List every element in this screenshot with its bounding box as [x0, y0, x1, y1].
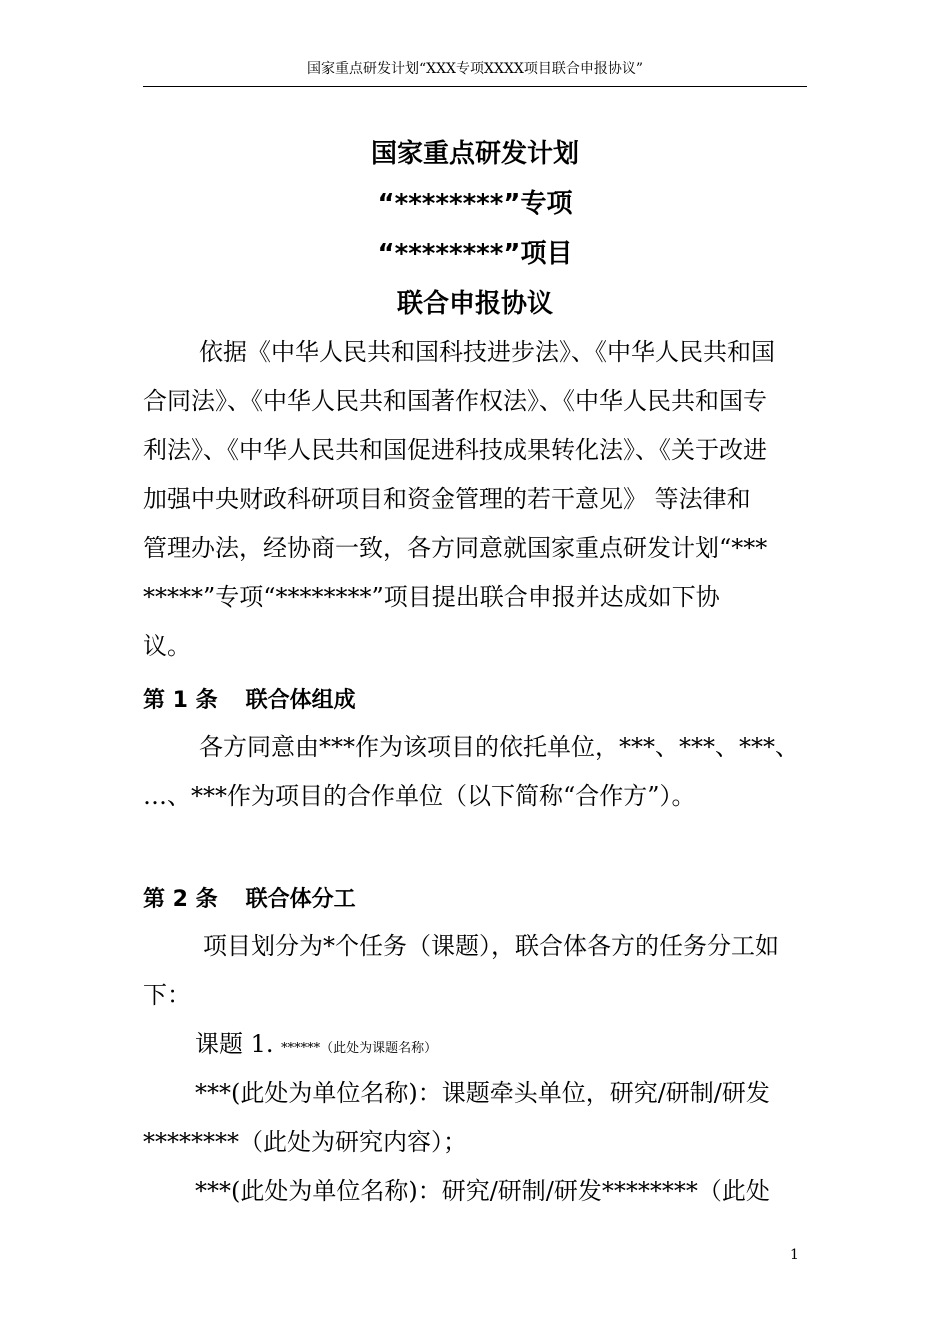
article-1-title: 联合体组成 [245, 688, 356, 713]
unit-line: ***(此处为单位名称)：研究/研制/研发********（此处 [195, 1177, 770, 1205]
article-1-number: 第 1 条 [143, 688, 218, 713]
intro-line: 管理办法，经协商一致，各方同意就国家重点研发计划“*** [143, 534, 768, 562]
intro-line: 利法》、《中华人民共和国促进科技成果转化法》、《关于改进 [143, 436, 767, 464]
article-1-body [143, 723, 807, 821]
intro-line: 合同法》、《中华人民共和国著作权法》、《中华人民共和国专 [143, 387, 767, 415]
article-2-number: 第 2 条 [143, 887, 218, 912]
title-line-4: 联合申报协议 [396, 289, 553, 319]
article-2-line: 下： [143, 981, 191, 1009]
article-2-heading [143, 882, 807, 913]
intro-line: 加强中央财政科研项目和资金管理的若干意见》 等法律和 [143, 485, 751, 513]
article-2-line: 项目划分为*个任务（课题），联合体各方的任务分工如 [203, 932, 779, 960]
page-number: 1 [790, 1247, 799, 1263]
title-line-3: “********”项目 [377, 239, 573, 269]
task-note: ******（此处为课题名称） [281, 1041, 438, 1056]
article-2-body [143, 922, 807, 1216]
intro-line: 议。 [143, 632, 191, 660]
intro-paragraph [143, 328, 807, 671]
task-line [143, 1020, 807, 1069]
title-line-2: “********”专项 [377, 189, 573, 219]
unit-line: ***(此处为单位名称)：课题牵头单位，研究/研制/研发 [195, 1079, 770, 1107]
article-2-title: 联合体分工 [245, 887, 356, 912]
task-label: 课题 1. [195, 1030, 274, 1058]
article-1-heading [143, 683, 807, 714]
article-1-line: …、***作为项目的合作单位（以下简称“合作方”）。 [143, 782, 696, 810]
unit-line: ********（此处为研究内容）； [143, 1128, 467, 1156]
article-1-line: 各方同意由***作为该项目的依托单位，***、***、***、 [199, 733, 799, 761]
title-line-1: 国家重点研发计划 [370, 139, 579, 169]
intro-line: *****”专项“********”项目提出联合申报并达成如下协 [143, 583, 720, 611]
intro-line: 依据《中华人民共和国科技进步法》、《中华人民共和国 [199, 338, 775, 366]
page-header: 国家重点研发计划“XXX专项XXXX项目联合申报协议” [143, 58, 807, 87]
